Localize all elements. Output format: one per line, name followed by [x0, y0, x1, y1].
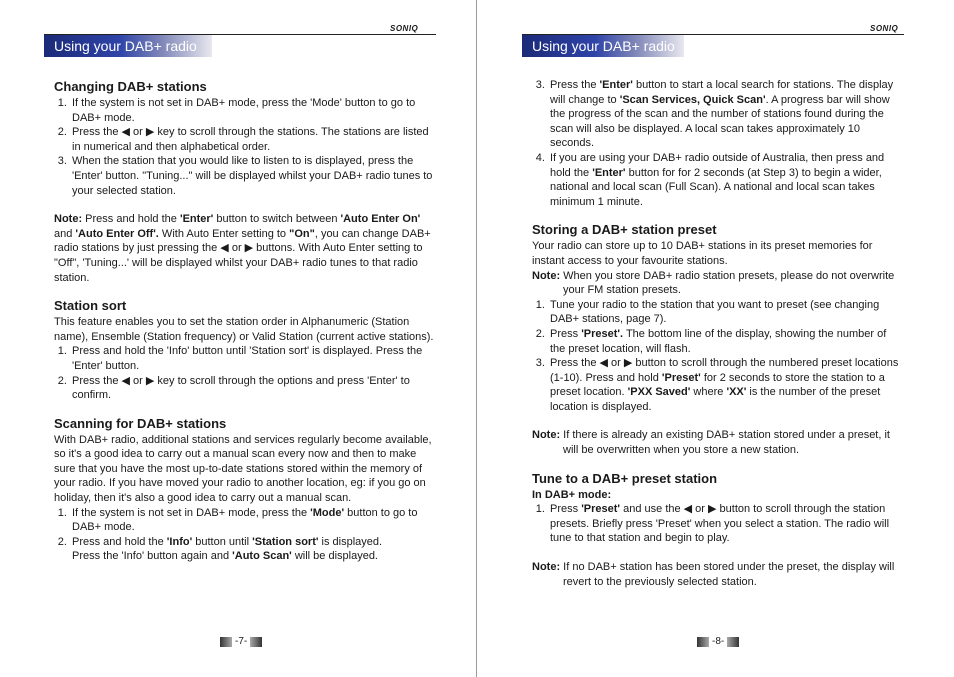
list-item: 1. Tune your radio to the station that you want to preset (see changing DAB+ stations, page 7).: [548, 298, 904, 327]
list-item: 3. Press the ◀ or ▶ button to scroll through the numbered preset locations (1-10). Press and hold 'Preset' for 2 seconds to store the station to a preset location. 'PXX Saved' where 'XX' is the number of the preset location is displayed.: [548, 356, 904, 414]
list-item: 2. Press the ◀ or ▶ key to scroll through the stations. The stations are listed in numerical and then alphabetical order.: [70, 125, 434, 154]
list-item: 1. Press and hold the 'Info' button until 'Station sort' is displayed. Press the 'Enter' button.: [70, 344, 434, 373]
storing-note: Note: When you store DAB+ radio station presets, please do not overwrite your FM station presets.: [532, 269, 895, 297]
overwrite-note: Note: If there is already an existing DAB+ station stored under a preset, it will be overwritten when you store a new station.: [532, 429, 890, 457]
list-item: 1. Press 'Preset' and use the ◀ or ▶ button to scroll through the station presets. Briefly press 'Preset' when you select a station. The radio will tune to that station and begin to play.: [548, 502, 904, 546]
right-page: [477, 0, 954, 677]
list-item: 3. Press the 'Enter' button to start a local search for stations. The display will change to 'Scan Services, Quick Scan'. A progress bar will show the progress of the scan and the number of stations found during the scan will also be displayed. A local scan takes approximately 10 seconds.: [548, 78, 904, 151]
list-item: 2. Press 'Preset'. The bottom line of the display, showing the number of the preset location, will flash.: [548, 327, 904, 356]
tune-list: [532, 502, 904, 546]
storing-list: [532, 298, 904, 415]
tune-note: Note: If no DAB+ station has been stored under the preset, the display will revert to the previously selected station.: [532, 561, 895, 588]
list-item: 2. Press and hold the 'Info' button until 'Station sort' is displayed. Press the 'Info' button again and 'Auto Scan' will be displayed.: [70, 535, 434, 564]
scan-title: Scanning for DAB+ stations: [54, 415, 227, 431]
scan-continued-list: [532, 78, 904, 209]
sort-list: [54, 344, 434, 402]
brand-logo: SONIQ: [390, 24, 419, 33]
tune-title: Tune to a DAB+ preset station: [532, 470, 718, 486]
scan-list: [54, 506, 434, 564]
right-content: [532, 78, 904, 589]
page-number: -7-: [220, 636, 262, 647]
storing-intro: Your radio can store up to 10 DAB+ stations in its preset memories for instant access to your favourite stations.: [532, 240, 873, 267]
left-content: [54, 78, 434, 564]
scan-intro: With DAB+ radio, additional stations and services regularly become available, so it's a good idea to carry out a manual scan every now and then to make sure that you have the most up-to-date stations stored within the memory of your radio. If you have moved your radio to another location, eg: if you go on holiday, then it's also a good idea to carry out a manual scan.: [54, 433, 432, 505]
tune-mode: In DAB+ mode:: [532, 488, 612, 501]
list-item: 1. If the system is not set in DAB+ mode, press the 'Mode' button to go to DAB+ mode.: [70, 506, 434, 535]
list-item: 4. If you are using your DAB+ radio outside of Australia, then press and hold the 'Enter' button for for 2 seconds (at Step 3) to begin a wider, national and local scan (Full Scan). A national and local scan takes minimum 1 minute.: [548, 151, 904, 209]
sort-intro: This feature enables you to set the station order in Alphanumeric (Station name), Ensemble (Station frequency) or Valid Station (current active stations).: [54, 316, 434, 343]
list-item: 3. When the station that you would like to listen to is displayed, press the 'Enter' button. "Tuning..." will be displayed whilst your DAB+ radio tunes to your selected station.: [70, 154, 434, 198]
note-auto-enter: Note: Press and hold the 'Enter' button to switch between 'Auto Enter On' and 'Auto Enter Off'. With Auto Enter setting to "On", you can change DAB+ radio stations by just pressing the ◀ or ▶ buttons. With Auto Enter setting to "Off", 'Tuning...' will be displayed whilst your DAB+ radio tunes to that radio station.: [54, 213, 431, 284]
changing-title: Changing DAB+ stations: [54, 79, 207, 94]
section-header: Using your DAB+ radio: [522, 35, 684, 57]
changing-list: [54, 96, 434, 198]
sort-title: Station sort: [54, 298, 127, 314]
brand-logo: SONIQ: [870, 24, 899, 33]
list-item: 2. Press the ◀ or ▶ key to scroll through the options and press 'Enter' to confirm.: [70, 374, 434, 403]
section-header: Using your DAB+ radio: [44, 35, 212, 57]
list-item: 1. If the system is not set in DAB+ mode, press the 'Mode' button to go to DAB+ mode.: [70, 96, 434, 125]
storing-title: Storing a DAB+ station preset: [532, 222, 717, 238]
page-number: -8-: [697, 636, 739, 647]
